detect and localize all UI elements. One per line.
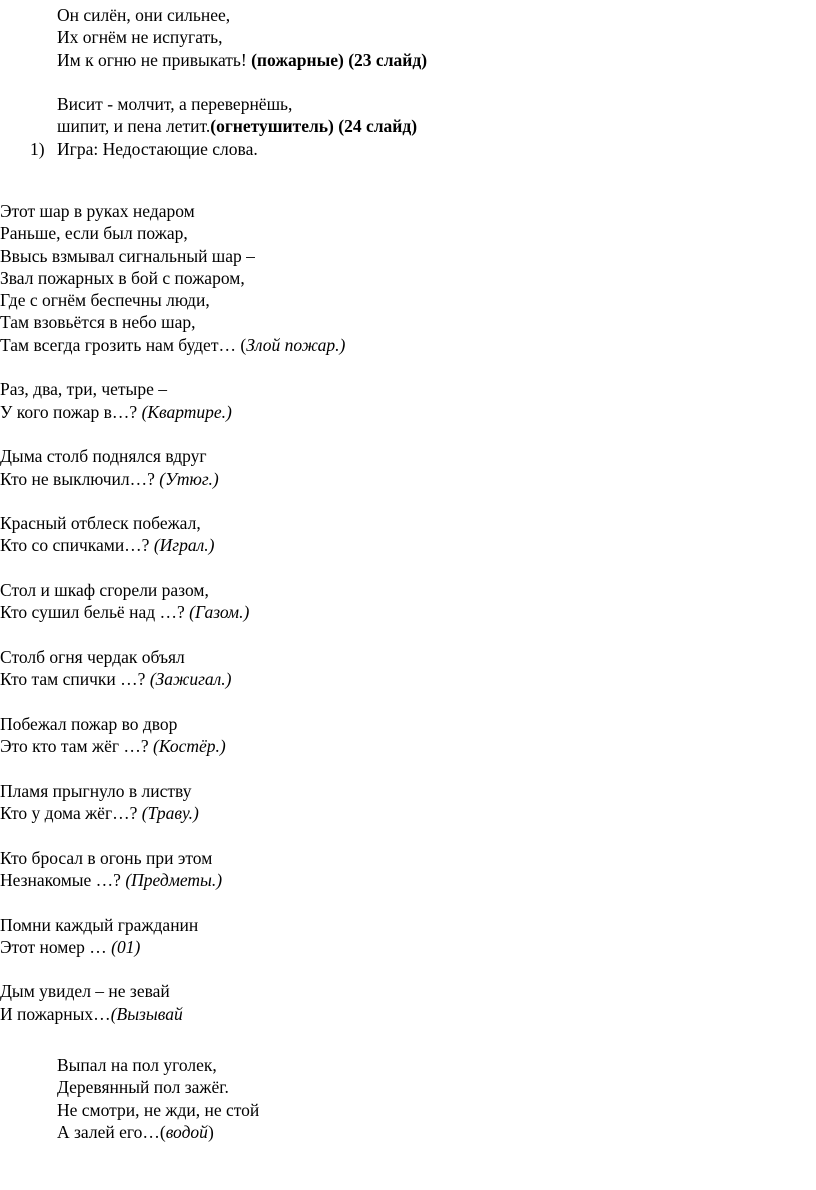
game-heading [0, 138, 427, 160]
blank-line [0, 824, 345, 846]
verse-line [0, 1121, 259, 1143]
game-title: Игра: Недостающие слова. [57, 138, 258, 159]
blank-line [0, 423, 345, 445]
verse-line: Дым увидел – не зевай [0, 981, 170, 1002]
verse-line: Ввысь взмывал сигнальный шар – [0, 245, 255, 266]
verse-text: Кто сушил бельё над …? [0, 602, 190, 623]
riddle-answer: (огнетушитель) (24 слайд) [210, 116, 418, 137]
verse-line: Дыма столб поднялся вдруг [0, 446, 207, 467]
blank-line [0, 356, 345, 378]
verse-line: Кто бросал в огонь при этом [0, 847, 213, 868]
verse-line [0, 936, 345, 958]
riddle-line: Их огнём не испугать, [57, 27, 223, 48]
riddle-line: Он силён, они сильнее, [57, 5, 231, 25]
blank-line [0, 691, 345, 713]
riddles-block [0, 4, 427, 160]
verse-answer: (01) [111, 936, 141, 957]
verse-answer: (Костёр.) [153, 736, 226, 757]
verse-line [0, 334, 345, 356]
verse-line [0, 601, 345, 623]
verse-line [0, 1003, 345, 1025]
riddle-text: Им к огню не привыкать! [57, 49, 252, 70]
riddle-line: Висит - молчит, а перевернёшь, [57, 94, 293, 115]
verse-text: Там всегда грозить нам будет… ( [0, 334, 247, 355]
verse-answer: (Траву.) [141, 803, 199, 824]
verse-answer: водой [165, 1121, 208, 1142]
blank-line [0, 624, 345, 646]
blank-line [0, 557, 345, 579]
verse-text: Этот номер … [0, 936, 112, 957]
verse-line: Побежал пожар во двор [0, 713, 178, 734]
verse-text: Кто со спичками…? [0, 535, 154, 556]
verse-text: А залей его…( [57, 1121, 166, 1142]
verse-line [0, 668, 345, 690]
riddle-line [0, 49, 427, 71]
verse-line: Стол и шкаф сгорели разом, [0, 580, 209, 601]
verse-line [0, 869, 345, 891]
riddle-line [0, 115, 427, 137]
final-verse-block [0, 1054, 259, 1143]
verse-answer: (Предметы.) [125, 869, 223, 890]
blank-line [0, 958, 345, 980]
verse-answer: (Газом.) [189, 602, 250, 623]
verse-text: И пожарных… [0, 1003, 111, 1024]
verse-answer: (Утюг.) [159, 468, 219, 489]
blank-line [0, 757, 345, 779]
verse-line: Помни каждый гражданин [0, 914, 199, 935]
verse-line: Этот шар в руках недаром [0, 201, 195, 221]
verse-line [0, 802, 345, 824]
verse-text: Это кто там жёг …? [0, 736, 154, 757]
verse-answer: (Зажигал.) [149, 669, 232, 690]
verse-answer: (Вызывай [110, 1003, 183, 1024]
blank-line [0, 891, 345, 913]
verse-line: Столб огня чердак объял [0, 646, 185, 667]
verse-answer: Злой пожар.) [246, 334, 346, 355]
verse-line: Не смотри, не жди, не стой [57, 1099, 260, 1120]
verse-line [0, 468, 345, 490]
verse-line: Красный отблеск побежал, [0, 513, 201, 534]
verse-line: Деревянный пол зажёг. [57, 1077, 229, 1098]
verse-text: ) [207, 1121, 214, 1142]
verse-line [0, 401, 345, 423]
verse-line [0, 735, 345, 757]
verse-line: Звал пожарных в бой с пожаром, [0, 267, 245, 288]
verse-line: Раньше, если был пожар, [0, 223, 188, 244]
verse-line: Выпал на пол уголек, [57, 1055, 217, 1075]
verse-line: Где с огнём беспечны люди, [0, 290, 210, 311]
verse-text: Кто у дома жёг…? [0, 803, 142, 824]
verse-text: У кого пожар в…? [0, 401, 142, 422]
list-number: 1) [30, 138, 45, 159]
verse-text: Незнакомые …? [0, 869, 126, 890]
riddle-text: шипит, и пена летит. [57, 116, 211, 137]
verses-block [0, 200, 345, 1025]
riddle-answer: (пожарные) (23 слайд) [251, 49, 428, 70]
verse-text: Кто там спички …? [0, 669, 150, 690]
verse-line: Там взовьётся в небо шар, [0, 312, 196, 333]
verse-answer: (Квартире.) [141, 401, 232, 422]
verse-line: Раз, два, три, четыре – [0, 379, 167, 400]
verse-line [0, 534, 345, 556]
blank-line [0, 490, 345, 512]
verse-answer: (Играл.) [153, 535, 215, 556]
verse-text: Кто не выключил…? [0, 468, 160, 489]
verse-line: Пламя прыгнуло в листву [0, 780, 192, 801]
blank-line [0, 71, 427, 93]
